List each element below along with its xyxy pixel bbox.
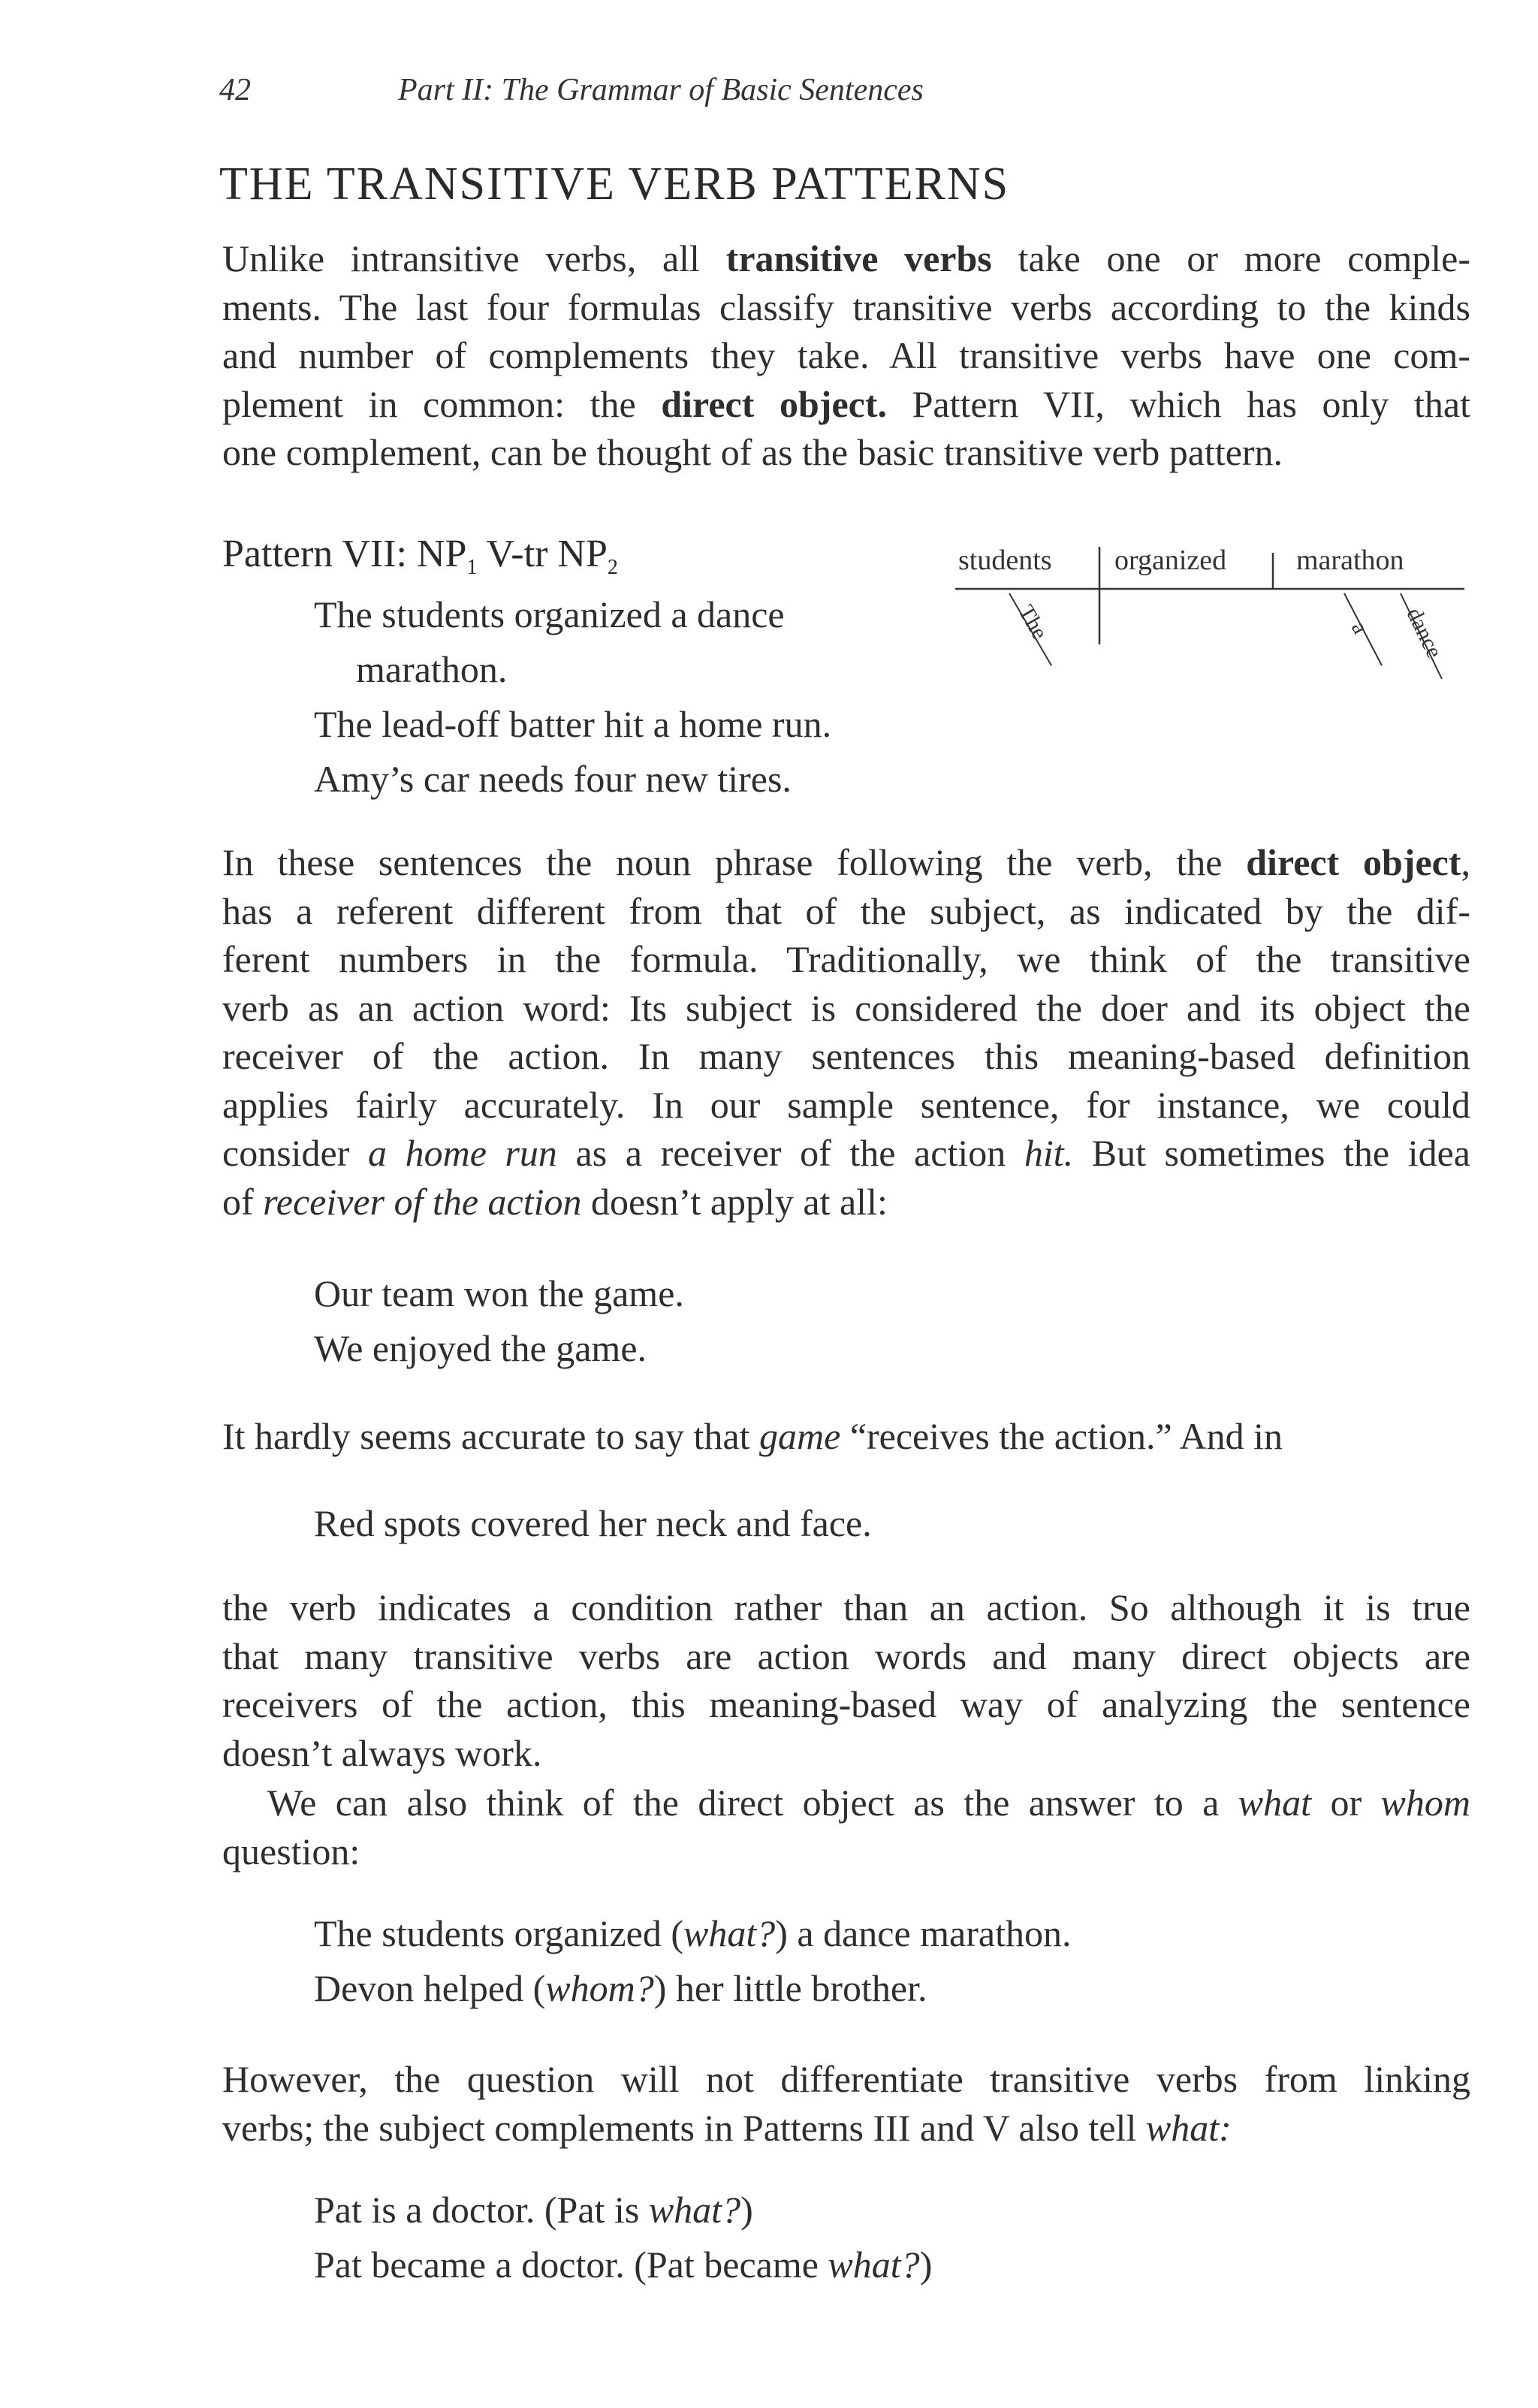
section-heading: THE TRANSITIVE VERB PATTERNS [219,158,1010,210]
paragraph-receives-action [222,1412,1470,1461]
example-sentence: The lead-off batter hit a home run. [314,703,832,745]
text-line: of receiver of the action doesn’t apply at all: [222,1180,888,1223]
example-sentence: Devon helped (whom?) her little brother. [314,1967,927,2009]
text-line: has a referent different from that of the subject, as indicated by the dif- [222,889,1470,932]
diagram-modifier-dance: dance [1401,604,1447,662]
term-direct-object: direct object [1246,841,1461,883]
text-line: verbs; the subject complements in Patterns III and V also tell what: [222,2106,1232,2149]
text-line: plement in common: the direct object. Pattern VII, which has only that [222,382,1471,425]
pattern-formula: Pattern VII: $NP_1$ V-tr $NP_2$ [222,533,618,579]
text-line: We can also think of the direct object as the answer to a what or whom [267,1782,1471,1824]
term-transitive-verbs: transitive verbs [725,237,992,279]
page-number: 42 [219,73,251,107]
text-line: In these sentences the noun phrase following the verb, the direct object, [222,841,1470,883]
running-head [219,72,924,108]
paragraph-what-whom [222,1779,1470,1875]
paragraph-linking-verbs [222,2055,1470,2152]
text-line: one complement, can be thought of as the basic transitive verb pattern. [222,431,1283,473]
example-sentence: Our team won the game. [314,1272,684,1314]
intro-paragraph [222,234,1470,477]
text-line: the verb indicates a condition rather than an action. So although it is true [222,1586,1470,1628]
text-line: Unlike intransitive verbs, all transitive verbs take one or more comple- [222,237,1471,279]
text-line: consider a home run as a receiver of the action hit. But sometimes the idea [222,1132,1470,1174]
text-line: It hardly seems accurate to say that game “receives the action.” And in [222,1415,1283,1457]
diagram-verb: organized [1114,545,1227,576]
text-line: However, the question will not differentiate transitive verbs from linking [222,2058,1470,2100]
diagram-subject: students [958,545,1052,576]
text-line: that many transitive verbs are action words and many direct objects are [222,1634,1470,1677]
term-direct-object: direct object. [661,382,887,425]
example-sentence: We enjoyed the game. [314,1327,647,1369]
example-sentence: Amy’s car needs four new tires. [314,758,792,800]
diagram-modifier-a: a [1346,617,1374,638]
text-line: and number of complements they take. All transitive verbs have one com- [222,334,1470,376]
text-line: ments. The last four formulas classify transitive verbs according to the kinds [222,285,1470,328]
example-red-spots [314,1498,872,1553]
running-head-title: Part II: The Grammar of Basic Sentences [398,73,924,107]
text-line: ferent numbers in the formula. Traditionally, we think of the transitive [222,938,1470,980]
example-sentence: Pat is a doctor. (Pat is what?) [314,2189,753,2231]
examples-doctor [314,2184,932,2294]
example-sentence: Pat became a doctor. (Pat became what?) [314,2244,933,2286]
sentence-diagram [946,532,1472,712]
pattern-examples [314,589,831,808]
paragraph-condition [222,1583,1470,1777]
example-sentence: The students organized (what?) a dance marathon. [314,1912,1072,1954]
example-sentence-continued: marathon. [356,648,508,690]
diagram-object: marathon [1296,545,1404,576]
example-sentence: The students organized a dance [314,593,785,635]
paragraph-direct-object [222,838,1470,1226]
example-sentence: Red spots covered her neck and face. [314,1502,872,1544]
text-line: question: [222,1830,360,1872]
diagram-modifier-the: The [1013,601,1053,644]
text-line: receivers of the action, this meaning-based way of analyzing the sentence [222,1683,1470,1725]
text-line: verb as an action word: Its subject is considered the doer and its object the [222,986,1470,1029]
text-line: receiver of the action. In many sentences this meaning-based definition [222,1035,1470,1077]
examples-questions [314,1908,1072,2017]
examples-won-enjoyed [314,1268,684,1378]
text-line: applies fairly accurately. In our sample sentence, for instance, we could [222,1083,1470,1126]
text-line: doesn’t always work. [222,1731,542,1774]
